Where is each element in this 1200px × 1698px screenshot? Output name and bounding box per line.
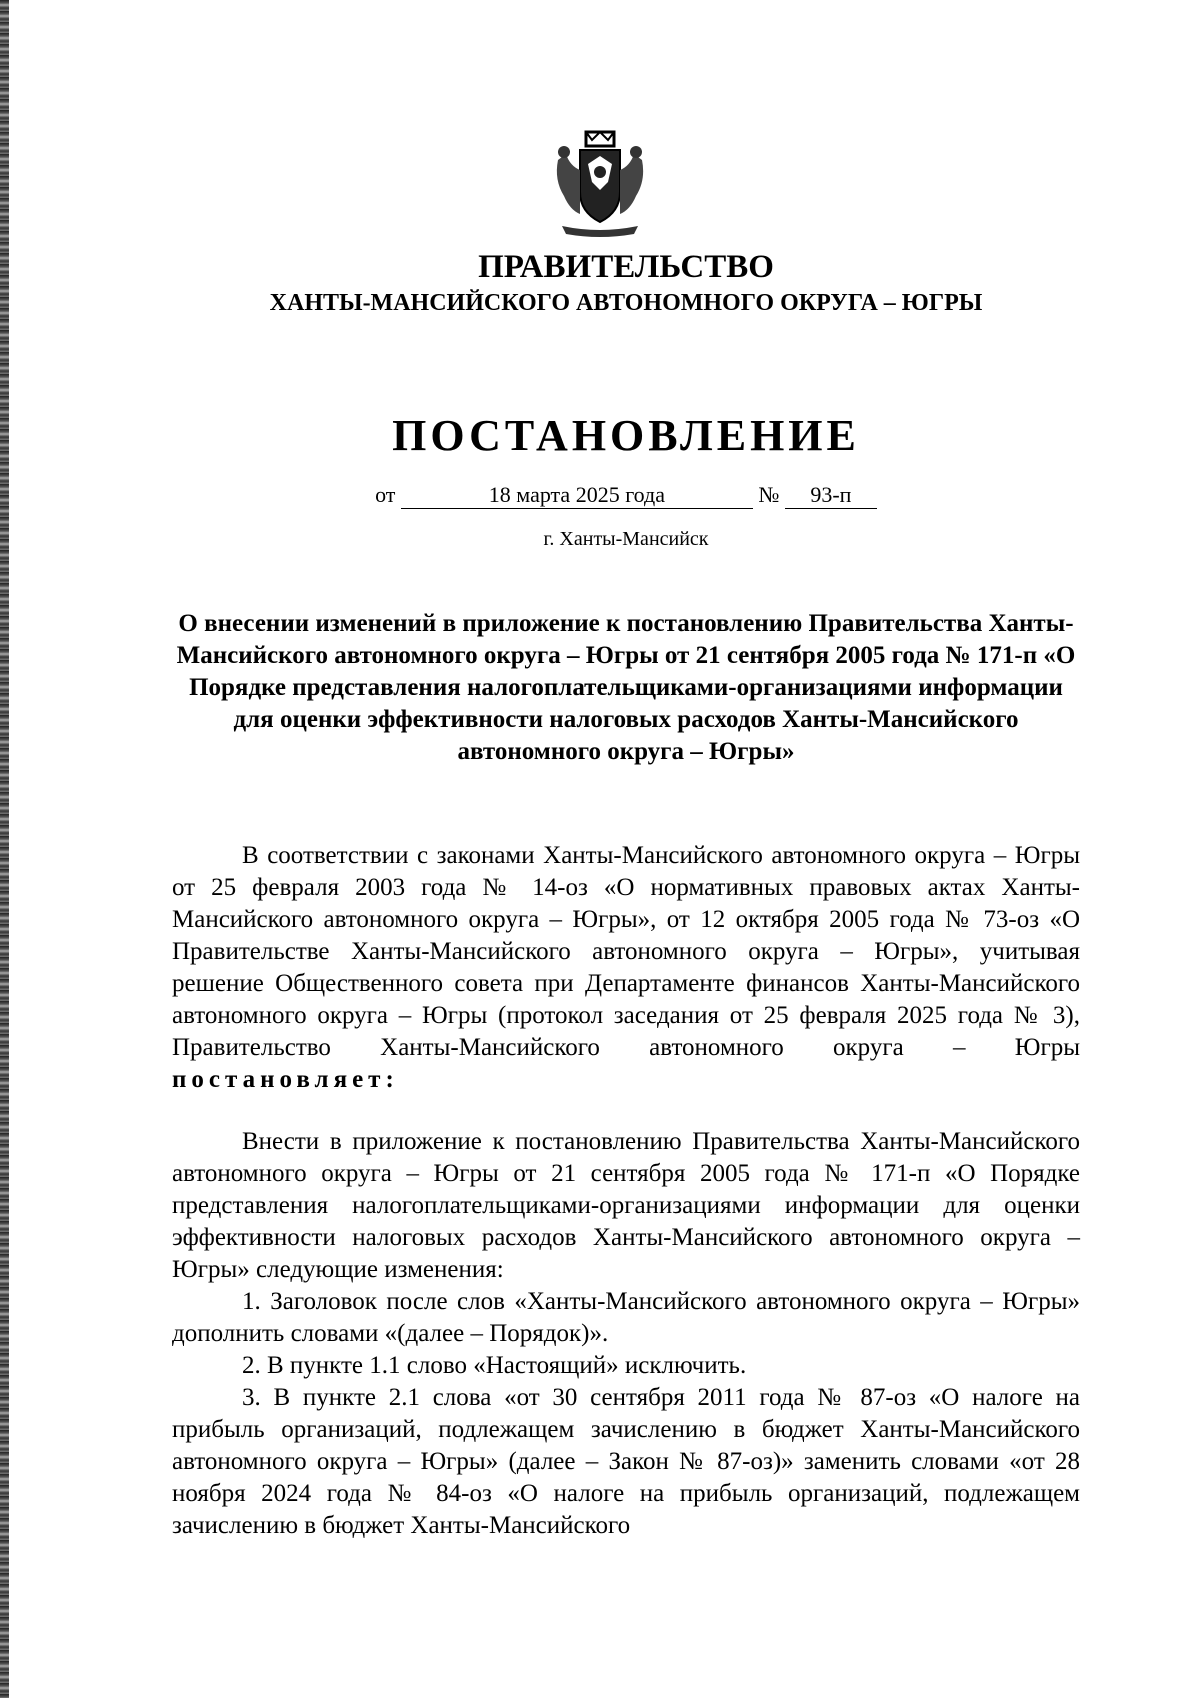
issuer-header <box>152 248 1100 318</box>
city: г. Ханты-Мансийск <box>543 528 709 550</box>
document-number: 93-п <box>785 482 877 509</box>
list-item: 3. В пункте 2.1 слова «от 30 сентября 2011 года № 87-оз «О налоге на прибыль организаций, подлежащем зачислению в бюджет Ханты-Мансийского автономного округа – Югры» (далее – Закон № 87-оз)» заменить словами «от 28 ноября 2024 года № 84-оз «О налоге на прибыль организаций, подлежащем зачислению в бюджет Ханты-Мансийского <box>172 1384 1080 1539</box>
list-item: 1. Заголовок после слов «Ханты-Мансийского автономного округа – Югры» дополнить словами «(далее – Порядок)». <box>172 1288 1080 1347</box>
dateline <box>172 482 1080 509</box>
list-item: 2. В пункте 1.1 слово «Настоящий» исключить. <box>242 1352 747 1379</box>
region-title: ХАНТЫ-МАНСИЙСКОГО АВТОНОМНОГО ОКРУГА – ЮГРЫ <box>269 290 983 316</box>
scan-edge <box>0 0 9 1698</box>
intro-paragraph: Внести в приложение к постановлению Правительства Ханты-Мансийского автономного округа – Югры от 21 сентября 2005 года № 171-п «О Порядке представления налогоплательщиками-организациями информации для оценки эффективности налоговых расходов Ханты-Мансийского автономного округа – Югры» следующие изменения: <box>172 1128 1080 1283</box>
preamble-text: В соответствии с законами Ханты-Мансийского автономного округа – Югры от 25 февраля 2003 года № 14-оз «О нормативных правовых актах Ханты-Мансийского автономного округа – Югры», от 12 октября 2005 года № 73-оз «О Правительстве Ханты-Мансийского автономного округа – Югры», учитывая решение Общественного совета при Департаменте финансов Ханты-Мансийского автономного округа – Югры (протокол заседания от 25 февраля 2025 года № 3), Правительство Ханты-Мансийского автономного округа – Югры <box>172 842 1080 1061</box>
document-type: ПОСТАНОВЛЕНИЕ <box>392 411 860 460</box>
coat-of-arms-icon <box>550 130 650 240</box>
resolves-word: постановляет: <box>172 1066 399 1093</box>
from-label: от <box>375 482 396 507</box>
document-date: 18 марта 2025 года <box>401 482 753 509</box>
government-title: ПРАВИТЕЛЬСТВО <box>478 249 774 285</box>
document-body <box>172 840 1080 1542</box>
number-label: № <box>758 482 780 507</box>
document-subject: О внесении изменений в приложение к постановлению Правительства Ханты-Мансийского автономного округа – Югры от 21 сентября 2005 года № 171-п «О Порядке представления налогоплательщиками-организациями информации для оценки эффективности налоговых расходов Ханты-Мансийского автономного округа – Югры» <box>176 610 1076 765</box>
preamble <box>172 840 1080 1096</box>
